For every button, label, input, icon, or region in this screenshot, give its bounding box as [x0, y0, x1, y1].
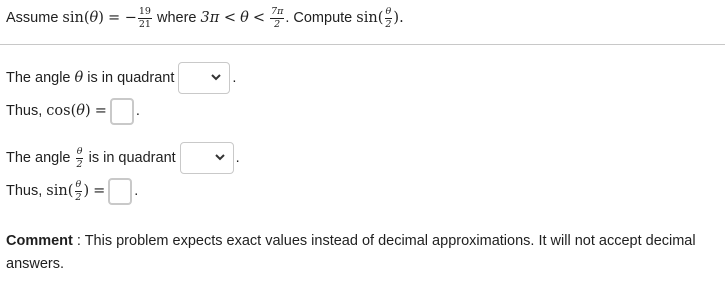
quadrant-half-row: The angle $\frac{\theta}{2}$ is in quadrant .: [6, 142, 240, 174]
upper-bound-fraction: $\frac{7\pi}{2}$: [271, 6, 284, 30]
cos-answer-input[interactable]: [110, 98, 134, 125]
lower-bound: 3π <: [200, 10, 237, 26]
sin-half-row: Thus, sin ( $\frac{\theta}{2}$ ) = .: [6, 179, 139, 203]
sin-function: sin: [62, 10, 84, 26]
quadrant-theta-select[interactable]: [178, 62, 230, 94]
theta-symbol: θ: [89, 10, 99, 26]
quadrant-theta-row: The angle θ is in quadrant .: [6, 62, 236, 94]
equals-negative: = −: [107, 10, 137, 26]
where-label: where: [157, 10, 197, 26]
half-angle-fraction: $\frac{\theta}{2}$: [75, 179, 82, 203]
divider: [0, 44, 725, 45]
comment-body: : This problem expects exact values instead of decimal approximations. It will not accept decimal answers.: [6, 233, 696, 272]
comment-text: [6, 230, 718, 276]
sin-half-answer-input[interactable]: [108, 178, 132, 205]
given-fraction: $\frac{19}{21}$: [138, 6, 151, 30]
quadrant-half-select[interactable]: [180, 142, 234, 174]
comment-label: Comment: [6, 233, 73, 249]
assume-label: Assume: [6, 10, 59, 26]
cos-row: Thus, cos ( θ ) = .: [6, 96, 140, 126]
compute-label: Compute: [293, 10, 353, 26]
question-text: Assume sin ( θ ) = − $\frac{19}{21}$ where 3π < θ < $\frac{7\pi}{2}$ . Compute sin ( $\frac{\theta}{2}$ ).: [6, 6, 404, 30]
chevron-down-icon: [214, 151, 226, 163]
half-angle-fraction: $\frac{\theta}{2}$: [76, 146, 83, 170]
chevron-down-icon: [210, 71, 222, 83]
half-angle-fraction: $\frac{\theta}{2}$: [385, 6, 392, 30]
